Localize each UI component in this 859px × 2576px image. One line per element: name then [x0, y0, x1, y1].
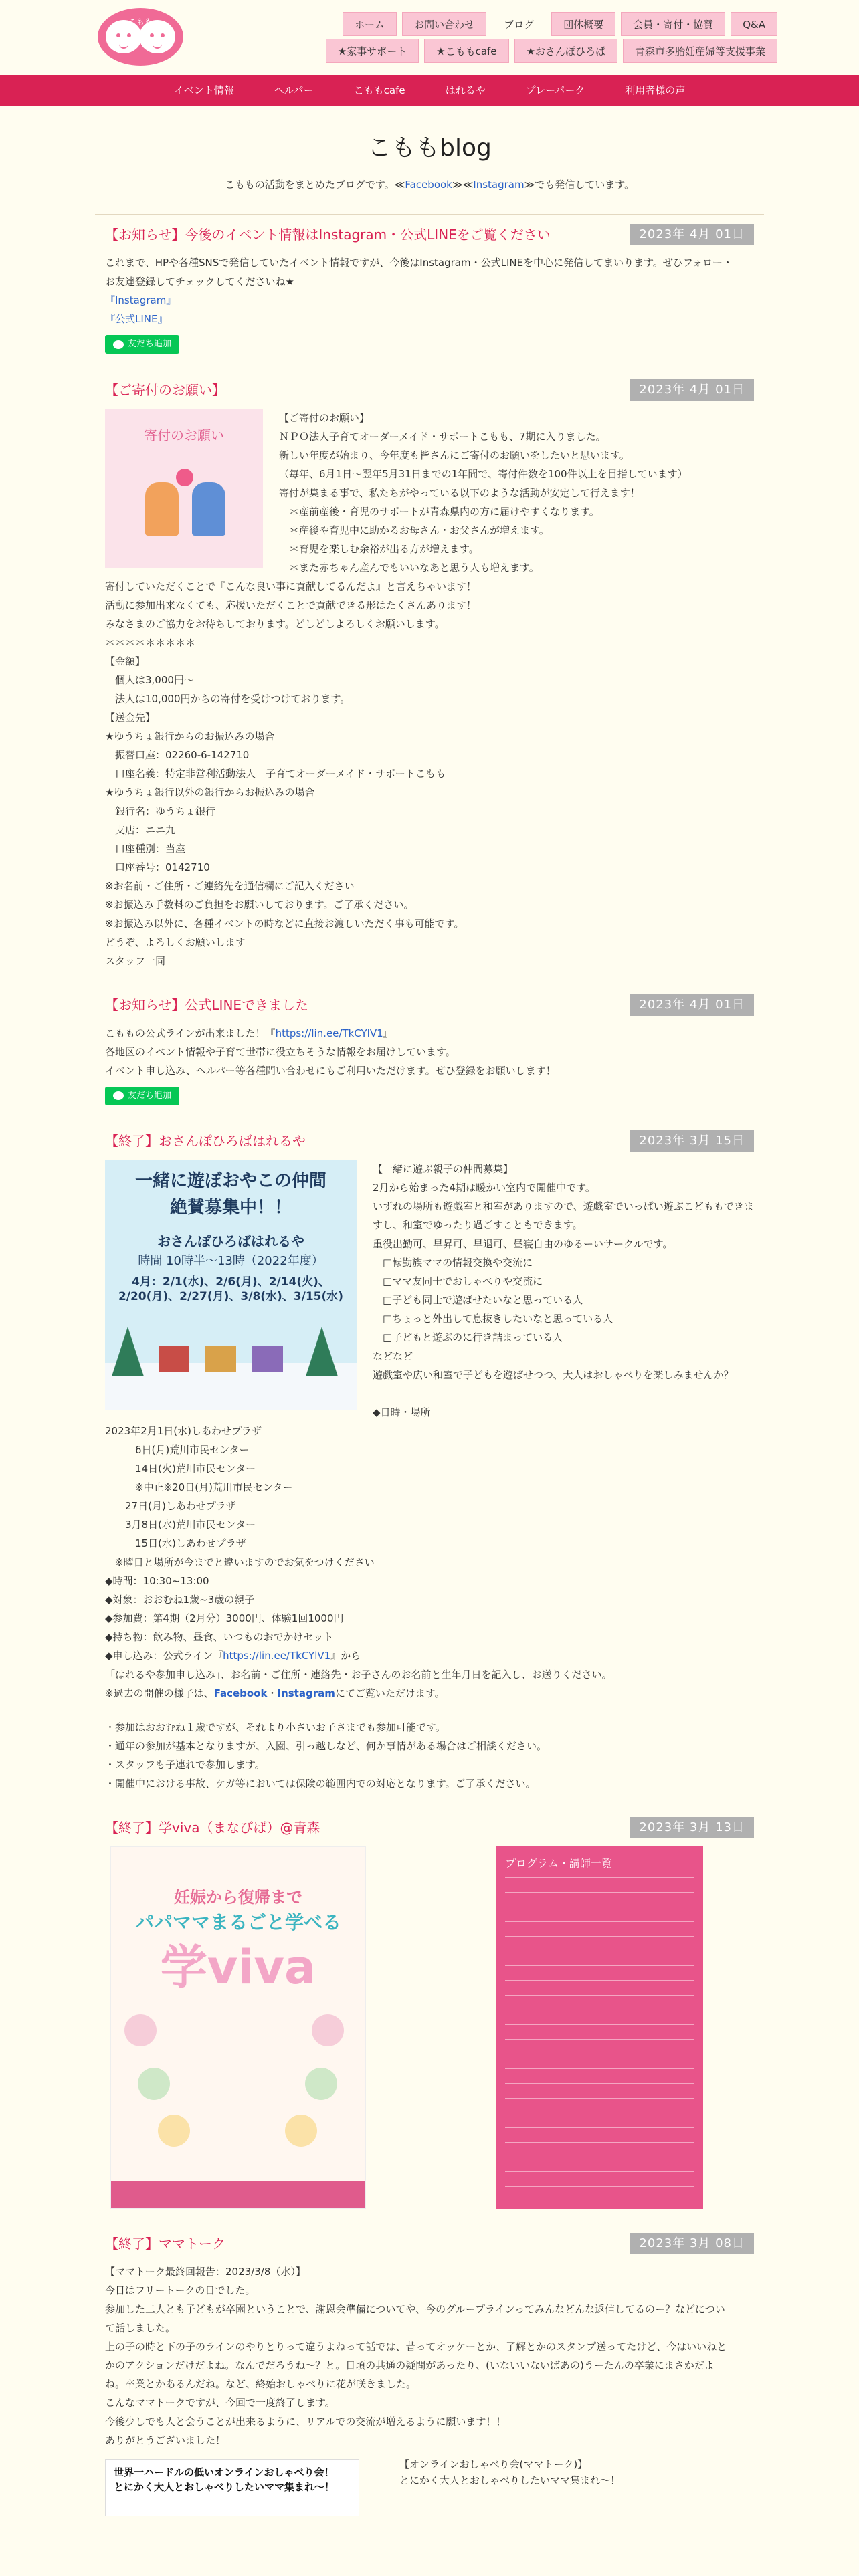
mainnav-cafe[interactable]: こももcafe: [353, 84, 405, 96]
mainnav-helper[interactable]: ヘルパー: [274, 84, 314, 96]
post-text: これまで、HPや各種SNSで発信していたイベント情報ですが、今後はInstagram・公式LINEを中心に発信してまいります。ぜひフォロー・: [105, 257, 733, 269]
program-row: [505, 1936, 694, 1948]
post-text: 銀行名：ゆうちょ銀行: [105, 804, 216, 817]
mainnav-testimonials[interactable]: 利用者様の声: [625, 84, 686, 96]
osanpo-side-text: [373, 1160, 754, 1422]
image-text: 世界一ハードルの低いオンラインおしゃべり会！: [114, 2466, 335, 2478]
post-text: ★ゆうちょ銀行からのお振込みの場合: [105, 730, 275, 742]
line-add-friend-button[interactable]: [105, 1087, 179, 1105]
topnav-home[interactable]: ホーム: [343, 12, 397, 36]
program-row: [505, 2186, 694, 2198]
post-text-part: こももの公式ラインが出来ました！『: [105, 1027, 276, 1039]
topnav-qa[interactable]: Q&A: [731, 12, 777, 36]
heart-icon: [176, 469, 193, 486]
post-text: 重役出勤可、早昇可、早退可、昼寝自由のゆるーいサークルです。: [373, 1238, 673, 1250]
flyer-line: パパママまるごと学べる: [134, 1911, 341, 1933]
post-text: ＊＊＊＊＊＊＊＊＊: [105, 636, 196, 649]
illustration-circle: [305, 2068, 337, 2100]
subtitle-text: ≫でも発信しています。: [524, 179, 635, 191]
illustration-circle: [285, 2115, 317, 2147]
top-nav-row-1: [343, 12, 777, 36]
post-title[interactable]: 【ご寄付のお願い】: [105, 381, 225, 398]
post-text: 【ご寄付のお願い】: [279, 411, 370, 424]
site-logo[interactable]: [98, 8, 183, 66]
flyer-footer-band: [111, 2181, 365, 2208]
program-list-image: [496, 1846, 703, 2209]
post-title[interactable]: 【終了】学viva（まなびば）@青森: [105, 1820, 320, 1836]
post-text: いずれの場所も遊戯室と和室がありますので、遊戯室でいっぱい遊ぶこどももできま: [373, 1200, 754, 1212]
post-text: 【一緒に遊ぶ親子の仲間募集】: [373, 1163, 514, 1175]
post-text: どうぞ、よろしくお願いします: [105, 936, 246, 948]
post-text: お友達登録してチェックしてくださいね★: [105, 276, 294, 288]
post-text: [105, 1684, 754, 1703]
house-illustration: [205, 1346, 236, 1372]
topnav-osanpo[interactable]: ★おさんぽひろば: [514, 39, 617, 63]
post-text: ★ゆうちょ銀行以外の銀行からお振込みの場合: [105, 786, 315, 798]
post-text: 2月から始まった4期は暖かい室内で開催中です。: [373, 1182, 595, 1194]
post-note: ・通年の参加が基本となりますが、入園、引っ越しなど、何か事情がある場合はご相談ください。: [105, 1740, 547, 1752]
post-text: 新しい年度が始まり、今年度も皆さんにご寄付のお願いをしたいと思います。: [279, 449, 630, 461]
post-date: 2023年 4月 01日: [630, 994, 754, 1016]
post-text: ※お振込み以外に、各種イベントの時などに直接お渡しいただく事も可能です。: [105, 917, 464, 930]
program-row: [505, 2068, 694, 2080]
program-title: プログラム・講師一覧: [505, 1857, 612, 1870]
line-button-label: 友だち追加: [128, 1090, 172, 1101]
post-text-part: 』から: [330, 1650, 361, 1662]
post-text: 口座種別：当座: [105, 842, 186, 855]
post-text: ※お振込み手数料のご負担をお願いしております。ご了承ください。: [105, 898, 414, 911]
program-row: [505, 1951, 694, 1963]
post-text: 個人は3,000円～: [105, 673, 194, 686]
page-subtitle: [0, 175, 859, 194]
topnav-support-program[interactable]: 青森市多胎妊産婦等支援事業: [623, 39, 777, 63]
house-illustration: [159, 1346, 189, 1372]
osanpo-flyer-image: [105, 1160, 357, 1410]
flyer-subtitle: おさんぽひろばはれるや: [157, 1233, 304, 1249]
post-text: 寄付が集まる事で、私たちがやっている以下のような活動が安定して行えます！: [279, 486, 640, 499]
post-title[interactable]: 【終了】おさんぽひろばはれるや: [105, 1133, 306, 1149]
program-row: [505, 2054, 694, 2066]
manavi-flyer-image: [110, 1846, 366, 2209]
donation-image-title: 寄付のお願い: [144, 427, 224, 443]
mainnav-events[interactable]: イベント情報: [173, 84, 234, 96]
post-text: 寄付していただくことで『こんな良い事に貢献してるんだよ』と言えちゃいます！: [105, 580, 477, 593]
mainnav-hareruya[interactable]: はれるや: [445, 84, 486, 96]
topnav-housework[interactable]: ★家事サポート: [326, 39, 419, 63]
post-text: 【オンラインおしゃべり会(ママトーク)】: [399, 2458, 588, 2470]
main-nav: [0, 75, 859, 106]
post-text: ◆対象：おおむね1歳~3歳の親子: [105, 1594, 255, 1606]
program-row: [505, 2113, 694, 2125]
post-text: スタッフ一同: [105, 954, 166, 967]
post-date: 2023年 3月 13日: [630, 1817, 754, 1838]
program-row: [505, 1980, 694, 1992]
post-text: 口座名義：特定非営利活動法人 子育てオーダーメイド・サポートこもも: [105, 767, 446, 780]
instagram-link[interactable]: Instagram: [277, 1687, 335, 1699]
post-text: 上の子の時と下の子のラインのやりとりって違うよねって話では、昔ってオッケーとか、了解とかのスタンプ送ってたけど、今はいいねと: [105, 2341, 727, 2353]
flyer-heading: [105, 1168, 357, 1221]
post-text: 遊戯室や広い和室で子どもを遊ばせつつ、大人はおしゃべりを楽しみませんか？: [373, 1369, 734, 1381]
line-icon: [113, 340, 124, 349]
post-date: 2023年 4月 01日: [630, 224, 754, 245]
program-row: [505, 1965, 694, 1977]
facebook-link[interactable]: Facebook: [405, 179, 452, 191]
post-text: 今後少しでも人と会うことが出来るように、リアルでの交流が増えるように願います！！: [105, 2416, 506, 2428]
logo-text: こもも: [128, 17, 153, 27]
line-icon: [113, 1091, 124, 1100]
post-text: 【送金先】: [105, 711, 156, 724]
mama-talk-image: [105, 2459, 359, 2516]
blog-hero: [0, 106, 859, 215]
instagram-link[interactable]: Instagram: [473, 179, 524, 191]
post-text-part: にてご覧いただけます。: [335, 1687, 445, 1699]
blog-content: [105, 215, 754, 2516]
blog-post: [105, 1817, 754, 2209]
blog-post: [105, 224, 754, 355]
post-text: ＊また赤ちゃん産んでもいいなあと思う人も増えます。: [279, 561, 539, 574]
instagram-link[interactable]: 『Instagram』: [105, 294, 177, 306]
post-text-part: ・: [267, 1687, 278, 1699]
topnav-cafe[interactable]: ★こももcafe: [424, 39, 508, 63]
blog-post: [105, 2233, 754, 2516]
illustration-circle: [158, 2115, 190, 2147]
post-note: ・スタッフも子連れで参加します。: [105, 1759, 265, 1771]
site-header: [0, 0, 859, 75]
flyer-heading-line: 一緒に遊ぼおやこの仲間: [134, 1171, 326, 1191]
line-button-label: 友だち追加: [128, 339, 172, 349]
program-row: [505, 1892, 694, 1904]
post-text: ◆時間：10:30~13:00: [105, 1575, 209, 1587]
program-row: [505, 1995, 694, 2007]
post-text: □ママ友同士でおしゃべりや交流に: [373, 1275, 543, 1287]
post-text: 【金額】: [105, 655, 146, 667]
post-text: 【ママトーク最終回報告：2023/3/8（水）】: [105, 2266, 306, 2278]
program-row: [505, 2010, 694, 2022]
tree-illustration: [112, 1327, 144, 1376]
post-text: ◆参加費：第4期（2月分）3000円、体験1回1000円: [105, 1612, 344, 1624]
post-text: 「はれるや参加申し込み」、お名前・ご住所・連絡先・お子さんのお名前と生年月日を記入し、お送りください。: [105, 1669, 612, 1681]
post-text: 今日はフリートークの日でした。: [105, 2284, 256, 2296]
post-text: 口座番号：0142710: [105, 861, 210, 873]
post-text: ◆日時・場所: [373, 1406, 431, 1418]
post-text: 各地区のイベント情報や子育て世帯に役立ちそうな情報をお届けしています。: [105, 1045, 456, 1058]
post-text: ＮＰＯ法人子育てオーダーメイド・サポートこもも、7期に入りました。: [279, 430, 606, 443]
post-text: みなさまのご協力をお待ちしております。どしどしよろしくお願いします。: [105, 617, 445, 630]
flyer-logo-text: 学viva: [160, 1940, 316, 1995]
post-text-part: ◆申し込み：公式ライン『: [105, 1650, 223, 1662]
program-row: [505, 2171, 694, 2183]
post-text: ※中止※20日(月)荒川市民センター: [105, 1481, 293, 1493]
program-row: [505, 2024, 694, 2036]
blog-post: [105, 379, 754, 970]
post-text: [373, 1384, 754, 1403]
post-text: ◆持ち物：飲み物、昼食、いつものおでかけセット: [105, 1631, 334, 1643]
post-text: [105, 1646, 754, 1665]
post-title[interactable]: 【お知らせ】今後のイベント情報はInstagram・公式LINEをご覧ください: [105, 227, 551, 243]
post-title[interactable]: 【お知らせ】公式LINEできました: [105, 996, 309, 1013]
post-text: ※曜日と場所が今までと違いますのでお気をつけください: [105, 1556, 375, 1568]
post-text: □転勤族ママの情報交換や交流に: [373, 1257, 533, 1269]
post-text: ありがとうございました！: [105, 2434, 226, 2446]
post-text: 法人は10,000円からの寄付を受けつけております。: [105, 692, 351, 705]
post-text-part: ※過去の開催の様子は、: [105, 1687, 214, 1699]
illustration-circle: [124, 2014, 157, 2046]
post-text: 2023年2月1日(水)しあわせプラザ: [105, 1425, 262, 1437]
blog-post: [105, 1130, 754, 1793]
post-text: 6日(月)荒川市民センター: [105, 1444, 250, 1456]
topnav-membership[interactable]: 会員・寄付・協賛: [621, 12, 725, 36]
person-illustration: [145, 482, 179, 536]
line-url-link[interactable]: https://lin.ee/TkCYlV1: [223, 1650, 331, 1662]
post-text: て話しました。: [105, 2322, 176, 2334]
post-text: ＊産前産後・育児のサポートが青森県内の方に届けやすくなります。: [279, 505, 599, 518]
subtitle-text: こももの活動をまとめたブログです。≪: [224, 179, 405, 191]
page-title: こももblog: [367, 134, 492, 162]
mama-talk-side-text: [399, 2450, 620, 2488]
post-text: かのアクションだけだよね。なんでだろうね～？と。日頃の共通の疑問があったり、(いないいないばあの)うーたんの卒業にまさかだよ: [105, 2359, 714, 2371]
program-row: [505, 2127, 694, 2139]
post-text: 27日(月)しあわせプラザ: [105, 1500, 236, 1512]
post-text: 15日(水)しあわせプラザ: [105, 1537, 246, 1549]
post-text: ね。卒業とかあるんだね。など、終始おしゃべりに花が咲きました。: [105, 2378, 417, 2390]
program-row: [505, 2157, 694, 2169]
topnav-contact[interactable]: お問い合わせ: [402, 12, 486, 36]
program-row: [505, 2142, 694, 2154]
illustration-circle: [312, 2014, 344, 2046]
top-nav-row-2: [326, 39, 777, 63]
post-text: □子ども同士で遊ばせたいなと思っている人: [373, 1294, 583, 1306]
flyer-dates: 4月：2/1(水)、2/6(月)、2/14(火)、2/20(月)、2/27(月)、3/8(水)、3/15(水): [118, 1275, 344, 1303]
post-text: [105, 1024, 754, 1043]
donation-image: [105, 409, 263, 568]
post-text: （毎年、6月1日～翌年5月31日までの1年間で、寄付件数を100件以上を目指しています）: [279, 467, 688, 480]
post-note: ・参加はおおむね１歳ですが、それより小さいお子さまでも参加可能です。: [105, 1721, 446, 1733]
post-text: □子どもと遊ぶのに行き詰まっている人: [373, 1331, 563, 1344]
post-text-part: 』: [383, 1027, 393, 1039]
post-text: すし、和室でゆったり過ごすこともできます。: [373, 1219, 583, 1231]
flyer-heading-line: 絶賛募集中！！: [169, 1198, 292, 1218]
program-row: [505, 1921, 694, 1933]
topnav-about[interactable]: 団体概要: [551, 12, 615, 36]
post-note: ・開催中における事故、ケガ等においては保険の範囲内での対応となります。ご了承ください。: [105, 1778, 536, 1790]
line-url-link[interactable]: https://lin.ee/TkCYlV1: [275, 1027, 383, 1039]
subtitle-text: ≫≪: [452, 179, 474, 191]
line-add-friend-button[interactable]: [105, 335, 179, 354]
post-text: こんなママトークですが、今回で一度終了します。: [105, 2397, 335, 2409]
facebook-link[interactable]: Facebook: [213, 1687, 268, 1699]
post-text: 14日(火)荒川市民センター: [105, 1463, 256, 1475]
post-text: ＊育児を楽しむ余裕が出る方が増えます。: [279, 542, 479, 555]
topnav-blog[interactable]: ブログ: [492, 12, 546, 36]
illustration-circle: [138, 2068, 170, 2100]
post-text: □ちょっと外出して息抜きしたいなと思っている人: [373, 1313, 613, 1325]
post-text: 参加した二人とも子どもが卒園ということで、謝恩会準備についてや、今のグループラインってみんなどんな返信してるのー？などについ: [105, 2303, 725, 2315]
post-text: 支店：ニニ九: [105, 823, 176, 836]
program-row: [505, 2098, 694, 2110]
blog-post: [105, 994, 754, 1107]
flyer-line: 妊娠から復帰まで: [174, 1888, 302, 1907]
post-text: ※お名前・ご住所・ご連絡先を通信欄にご記入ください: [105, 879, 355, 892]
image-text: とにかく大人とおしゃべりしたいママ集まれ～！: [114, 2481, 335, 2493]
post-date: 2023年 3月 08日: [630, 2233, 754, 2254]
house-illustration: [252, 1346, 283, 1372]
program-row: [505, 2083, 694, 2095]
post-text: とにかく大人とおしゃべりしたいママ集まれ～！: [399, 2474, 621, 2486]
post-text: などなど: [373, 1350, 413, 1362]
post-text: イベント申し込み、ヘルパー等各種問い合わせにもご利用いただけます。ぜひ登録をお願いします！: [105, 1064, 556, 1077]
post-text: 活動に参加出来なくても、応援いただくことで貢献できる形はたくさんあります！: [105, 599, 477, 611]
program-row: [505, 1877, 694, 1889]
mainnav-playpark[interactable]: プレーパーク: [525, 84, 585, 96]
post-text: 3月8日(水)荒川市民センター: [105, 1519, 256, 1531]
post-title[interactable]: 【終了】ママトーク: [105, 2236, 225, 2252]
flyer-time: 時間 10時半～13時（2022年度）: [138, 1254, 324, 1268]
program-row: [505, 1907, 694, 1919]
post-text: ＊産後や育児中に助かるお母さん・お父さんが増えます。: [279, 524, 549, 536]
person-illustration: [192, 482, 225, 536]
post-date: 2023年 3月 15日: [630, 1130, 754, 1152]
line-link[interactable]: 『公式LINE』: [105, 313, 168, 325]
post-text: 振替口座：02260-6-142710: [105, 748, 250, 761]
program-row: [505, 2039, 694, 2051]
post-date: 2023年 4月 01日: [630, 379, 754, 401]
tree-illustration: [306, 1327, 338, 1376]
